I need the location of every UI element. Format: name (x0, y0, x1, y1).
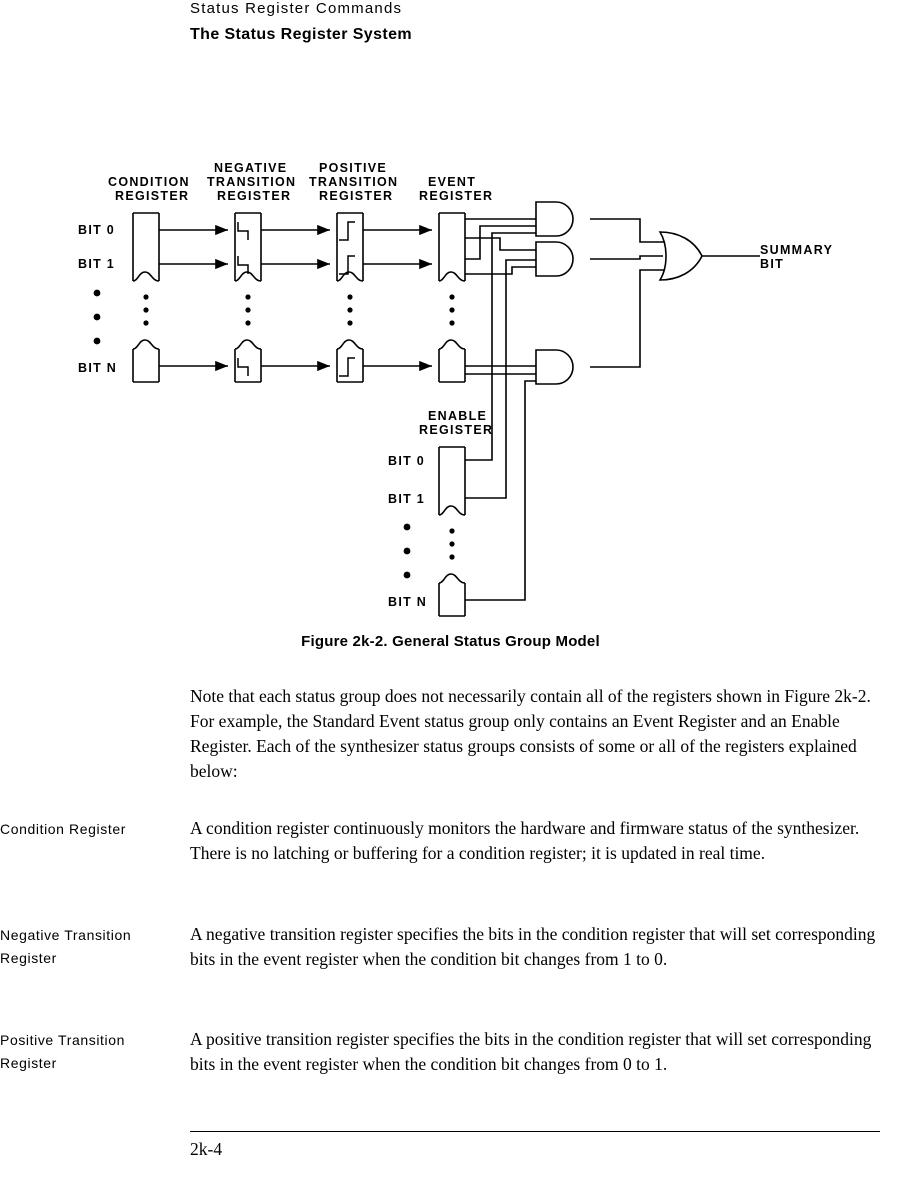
enable-register-label-line2: REGISTER (419, 423, 494, 437)
condition-register-label-line1: CONDITION (108, 175, 190, 189)
bit0-label: BIT 0 (78, 223, 116, 237)
enable-register-label-line1: ENABLE (428, 409, 488, 423)
term-text-positive-transition-register: A positive transition register specifies the bits in the condition register that will set corresponding bits in the event register when the condition bit changes from 0 to 1. (190, 1029, 872, 1074)
summary-bit-label-line2: BIT (760, 257, 785, 271)
page-number: 2k-4 (190, 1139, 223, 1159)
term-text-negative-transition-register: A negative transition register specifies the bits in the condition register that will set corresponding bits in the event register when the condition bit changes from 1 to 0. (190, 924, 876, 969)
positive-register-label-line3: REGISTER (319, 189, 394, 203)
enable-bit0-label: BIT 0 (388, 454, 426, 468)
event-register-label-line2: REGISTER (419, 189, 494, 203)
bit1-label: BIT 1 (78, 257, 116, 271)
term-label-condition-register: Condition Register (0, 821, 126, 837)
term-label-positive-transition-register: Positive Transition Register (0, 1032, 126, 1071)
term-text-condition-register: A condition register continuously monitors the hardware and firmware status of the synthesizer. There is no latching or buffering for a condition register; it is updated in real time. (190, 818, 860, 863)
negative-register-label-line1: NEGATIVE (214, 161, 288, 175)
positive-register-label-line2: TRANSITION (309, 175, 399, 189)
negative-register-label-line2: TRANSITION (207, 175, 297, 189)
bitn-label: BIT N (78, 361, 118, 375)
condition-register-label-line2: REGISTER (115, 189, 190, 203)
status-group-model-figure (0, 150, 901, 640)
enable-bitn-label: BIT N (388, 595, 428, 609)
event-register-label-line1: EVENT (428, 175, 477, 189)
negative-register-label-line3: REGISTER (217, 189, 292, 203)
summary-bit-label-line1: SUMMARY (760, 243, 834, 257)
figure-caption: Figure 2k-2. General Status Group Model (301, 633, 600, 650)
running-head: Status Register Commands (190, 0, 403, 17)
term-label-negative-transition-register: Negative Transition Register (0, 927, 132, 966)
intro-paragraph: Note that each status group does not necessarily contain all of the registers shown in Figure 2k-2. For example, the Standard Event status group only contains an Event Register and an Enable Register. Each of the synthesizer status groups consists of some or all of the registers explained below: (190, 686, 871, 781)
section-title: The Status Register System (190, 26, 413, 43)
enable-bit1-label: BIT 1 (388, 492, 426, 506)
positive-register-label-line1: POSITIVE (319, 161, 388, 175)
footer-divider (190, 1131, 880, 1132)
